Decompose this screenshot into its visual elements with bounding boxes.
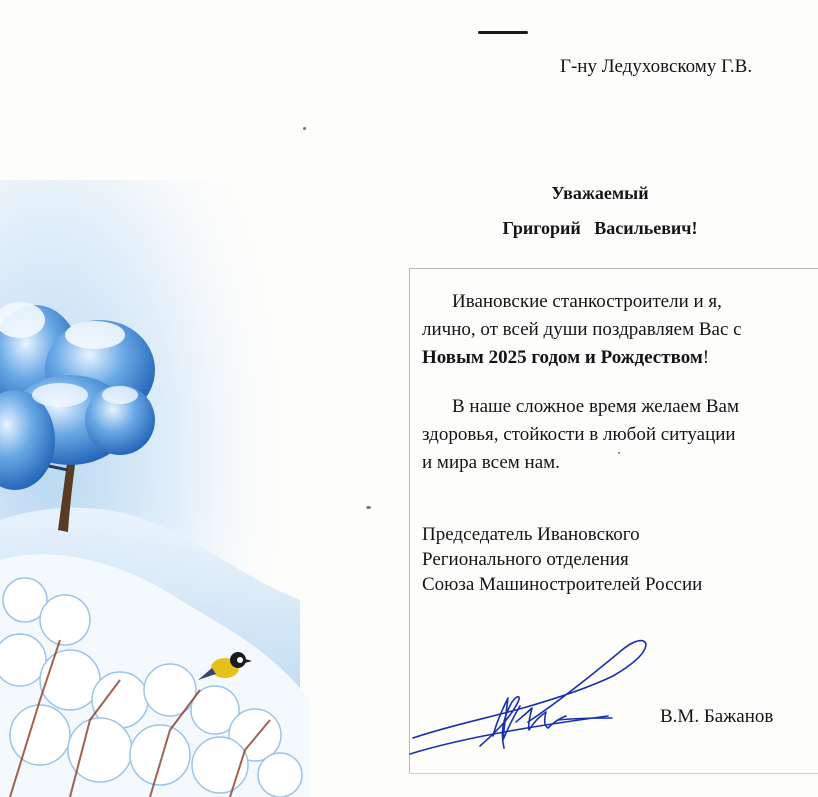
scan-speck xyxy=(366,506,371,509)
greeting-line-3 xyxy=(422,344,814,372)
wishes-line-3: и мира всем нам. xyxy=(422,452,560,473)
greeting-paragraph xyxy=(422,288,814,372)
greeting-exclamation: ! xyxy=(702,347,710,368)
handwritten-signature xyxy=(408,636,653,761)
signer-name: В.М. Бажанов xyxy=(660,706,774,727)
signer-title xyxy=(422,522,814,597)
salutation-line-2: Григорий Васильевич! xyxy=(502,218,698,238)
greeting-holiday: Новым 2025 годом и Рождеством xyxy=(422,347,703,368)
winter-illustration xyxy=(0,180,330,797)
greeting-line-2: лично, от всей души поздравляем Вас с xyxy=(422,319,742,340)
scan-speck xyxy=(303,127,306,130)
signer-line-3: Союза Машиностроителей России xyxy=(422,574,703,595)
signer-line-1: Председатель Ивановского xyxy=(422,524,640,545)
greeting-line-1: Ивановские станкостроители и я, xyxy=(452,291,722,312)
wishes-line-2: здоровья, стойкости в любой ситуации xyxy=(422,424,736,445)
frame-line-bottom xyxy=(409,773,818,774)
wishes-line-1: В наше сложное время желаем Вам xyxy=(452,396,739,417)
signer-line-2: Регионального отделения xyxy=(422,549,629,570)
scan-mark xyxy=(478,31,528,34)
frame-line-top xyxy=(409,268,818,269)
wishes-paragraph xyxy=(422,393,814,477)
salutation-line-1: Уважаемый xyxy=(551,183,649,203)
addressee: Г-ну Ледуховскому Г.В. xyxy=(560,56,753,77)
